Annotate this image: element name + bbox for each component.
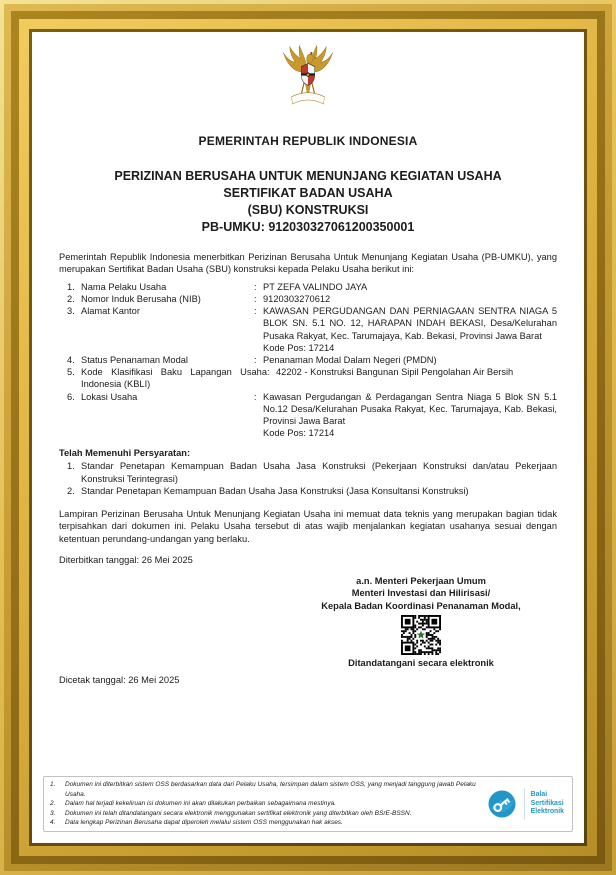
requirement-item: 1. Standar Penetapan Kemampuan Badan Usaha Jasa Konstruksi (Pekerjaan Konstruksi dan/atau Pekerjaan Konstruksi Terintegrasi) <box>67 461 557 484</box>
detail-postal-code: Kode Pos: 17214 <box>263 342 335 353</box>
footnote-item: 3. Dokumen ini telah ditandatangani secara elektronik menggunakan sertifikat elektronik yang diterbitkan oleh BSrE-BSSN. <box>50 809 412 817</box>
detail-number: 3. <box>67 306 75 317</box>
bsre-globe-key-icon <box>486 788 518 820</box>
detail-label: Nomor Induk Berusaha (NIB) <box>81 294 201 305</box>
detail-number: 2. <box>67 294 75 305</box>
footnote-item: 4. Data lengkap Perizinan Berusaha dapat diperoleh melalui sistem OSS menggunakan hak akses. <box>50 819 343 827</box>
detail-postal-code: Kode Pos: 17214 <box>263 428 335 439</box>
requirements-heading: Telah Memenuhi Persyaratan: <box>59 448 191 459</box>
garuda-icon <box>279 44 337 108</box>
title-line-2: SERTIFIKAT BADAN USAHA <box>223 186 393 200</box>
document-title <box>59 168 557 236</box>
intro-paragraph: Pemerintah Republik Indonesia menerbitkan Perizinan Berusaha Untuk Menunjang Kegiatan Usaha (PB-UMKU), yang merupakan Sertifikat Badan Usaha (SBU) konstruksi kepada Pelaku Usaha berikut ini: <box>59 252 557 275</box>
title-line-1: PERIZINAN BERUSAHA UNTUK MENUNJANG KEGIATAN USAHA <box>114 169 502 183</box>
detail-colon: : <box>254 391 257 402</box>
detail-number: 1. <box>67 281 75 292</box>
detail-value: 42202 - Konstruksi Bangunan Sipil Pengolahan Air Bersih <box>276 367 514 378</box>
detail-number: 6. <box>67 391 75 402</box>
printed-date: Dicetak tanggal: 26 Mei 2025 <box>59 675 180 686</box>
qr-code <box>401 615 441 655</box>
detail-value: Penanaman Modal Dalam Negeri (PMDN) <box>263 355 437 366</box>
detail-label: Alamat Kantor <box>81 306 140 317</box>
detail-row-lokasi <box>67 391 557 440</box>
detail-colon: : <box>254 306 257 317</box>
title-line-pb-umku: PB-UMKU: 912030327061200350001 <box>201 220 415 234</box>
detail-colon: : <box>267 367 270 378</box>
logo-divider <box>524 788 525 820</box>
bsre-logo <box>486 788 566 820</box>
signature-line-1: a.n. Menteri Pekerjaan Umum <box>356 576 486 587</box>
signature-block <box>285 575 557 669</box>
signature-line-3: Kepala Badan Koordinasi Penanaman Modal, <box>321 600 521 611</box>
title-line-3: (SBU) KONSTRUKSI <box>247 203 369 217</box>
detail-row-status-modal <box>67 354 557 366</box>
footnote-item: 2. Dalam hal terjadi kekeliruan isi dokumen ini akan dilakukan perbaikan sebagaimana mestinya. <box>50 800 336 808</box>
garuda-pancasila-emblem <box>59 32 557 113</box>
detail-colon: : <box>254 355 257 366</box>
issued-date: Diterbitkan tanggal: 26 Mei 2025 <box>59 555 193 566</box>
detail-row-alamat <box>67 305 557 354</box>
government-title: PEMERINTAH REPUBLIK INDONESIA <box>198 134 418 148</box>
detail-number: 5. <box>67 367 75 378</box>
certificate-document <box>32 32 584 843</box>
detail-row-kbli <box>67 366 557 390</box>
requirements-list <box>59 460 557 497</box>
requirement-item: 2. Standar Penetapan Kemampuan Badan Usaha Jasa Konstruksi (Jasa Konsultansi Konstruksi) <box>67 485 469 496</box>
detail-value: KAWASAN PERGUDANGAN DAN PERNIAGAAN SENTRA NIAGA 5 BLOK SN. 5.1 NO. 12, HARAPAN INDAH BEKASI, Desa/Kelurahan Pusaka Rakyat, Kec. Tarumajaya, Kab. Bekasi, Provinsi Jawa Barat Kode Pos: 17214 <box>263 306 557 353</box>
detail-value: 9120303270612 <box>263 294 331 305</box>
detail-number: 4. <box>67 355 75 366</box>
bsre-logo-text: Balai Sertifikasi Elektronik <box>530 791 564 816</box>
footnotes <box>50 780 486 827</box>
detail-value: PT ZEFA VALINDO JAYA <box>263 281 368 292</box>
detail-colon: : <box>254 281 257 292</box>
detail-label: Nama Pelaku Usaha <box>81 281 167 292</box>
detail-label: Lokasi Usaha <box>81 391 138 402</box>
footnote-box <box>43 776 573 832</box>
detail-label: Status Penanaman Modal <box>81 355 188 366</box>
closing-paragraph: Lampiran Perizinan Berusaha Untuk Menunjang Kegiatan Usaha ini memuat data teknis yang merupakan bagian tidak terpisahkan dari dokumen ini. Pelaku Usaha tersebut di atas wajib menjalankan kegiatan usahanya sesuai dengan ketentuan perundang-undangan yang berlaku. <box>59 509 557 544</box>
details-list <box>59 281 557 440</box>
footnote-item: 1. Dokumen ini diterbitkan sistem OSS berdasarkan data dari Pelaku Usaha, tersimpan dalam sistem OSS, yang menjadi tanggung jawab Pelaku Usaha. <box>50 781 476 798</box>
detail-label: Kode Klasifikasi Baku Lapangan Usaha Indonesia (KBLI) <box>81 367 267 390</box>
detail-value: Kawasan Pergudangan & Perdagangan Sentra Niaga 5 Blok SN 5.1 No.12 Desa/Kelurahan Pusaka Rakyat, Kec. Tarumajaya, Kab. Bekasi, Provinsi Jawa Barat Kode Pos: 17214 <box>263 391 557 439</box>
esign-label: Ditandatangani secara elektronik <box>348 657 494 668</box>
detail-row-nib <box>67 293 557 305</box>
detail-row-nama <box>67 281 557 293</box>
signature-line-2: Menteri Investasi dan Hilirisasi/ <box>351 588 491 599</box>
detail-colon: : <box>254 294 257 305</box>
